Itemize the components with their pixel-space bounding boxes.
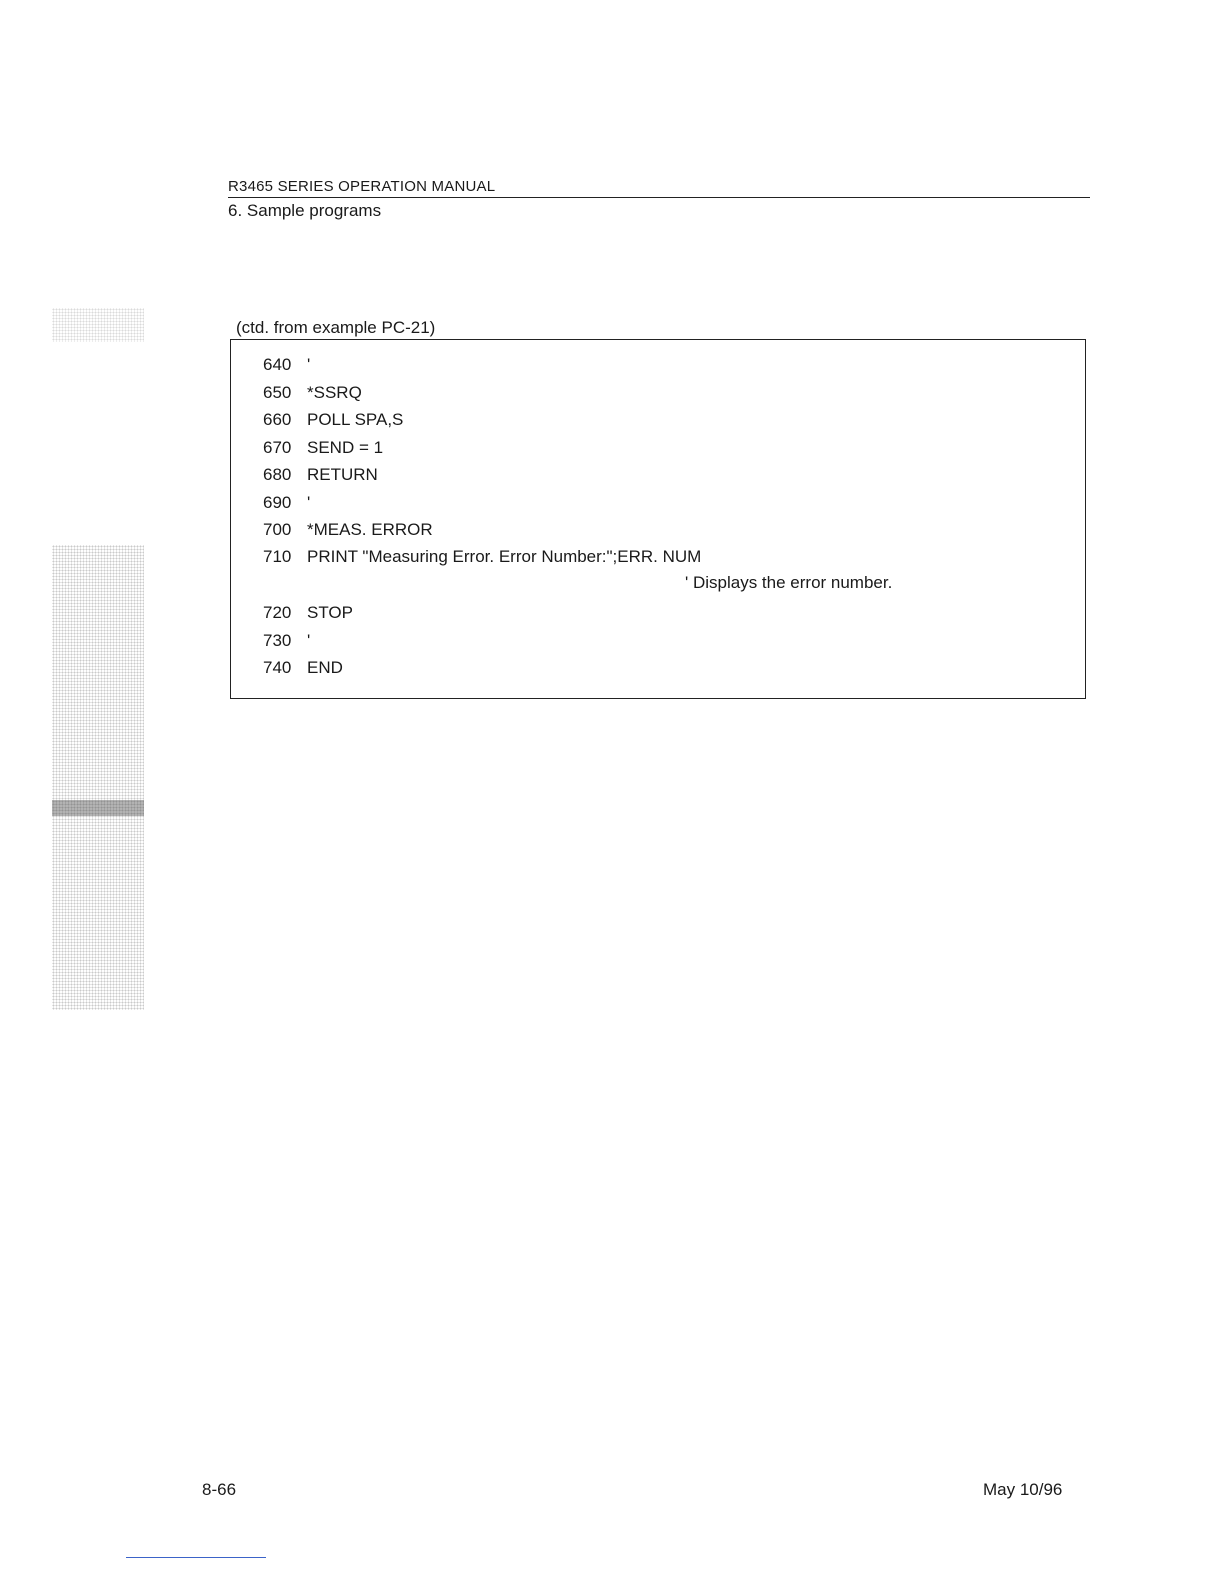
code-line <box>263 464 378 486</box>
code-line <box>263 437 383 459</box>
code-line <box>263 602 353 624</box>
page-number: 8-66 <box>202 1480 237 1499</box>
scan-artifact <box>52 545 144 1010</box>
code-line <box>263 546 701 568</box>
line-number: 660 <box>263 410 292 429</box>
line-text: POLL SPA,S <box>307 410 404 429</box>
code-line <box>263 354 310 376</box>
line-number: 690 <box>263 493 292 512</box>
line-text: PRINT "Measuring Error. Error Number:";ERR. NUM <box>307 547 702 566</box>
line-number: 710 <box>263 547 292 566</box>
line-number: 740 <box>263 658 292 677</box>
listing-caption: (ctd. from example PC-21) <box>236 318 436 337</box>
line-number: 700 <box>263 520 292 539</box>
line-text: *MEAS. ERROR <box>307 520 433 539</box>
scan-artifact <box>52 800 144 816</box>
revision-date: May 10/96 <box>983 1480 1063 1499</box>
line-number: 640 <box>263 355 292 374</box>
code-line <box>263 409 403 431</box>
code-listing <box>230 339 1086 699</box>
line-text: STOP <box>307 603 353 622</box>
section-title: 6. Sample programs <box>228 201 382 220</box>
code-line <box>263 519 433 541</box>
line-text: ' <box>307 355 311 374</box>
code-line <box>263 630 310 652</box>
line-text: SEND = 1 <box>307 438 384 457</box>
code-line <box>263 492 310 514</box>
line-text: *SSRQ <box>307 383 362 402</box>
manual-title: R3465 SERIES OPERATION MANUAL <box>228 178 1090 198</box>
scan-artifact <box>52 308 144 342</box>
code-line <box>263 657 343 679</box>
line-number: 670 <box>263 438 292 457</box>
line-number: 730 <box>263 631 292 650</box>
line-text: RETURN <box>307 465 378 484</box>
line-number: 650 <box>263 383 292 402</box>
page-header <box>228 178 1090 222</box>
code-line <box>263 382 362 404</box>
line-number: 720 <box>263 603 292 622</box>
line-text: ' <box>307 631 311 650</box>
line-text: END <box>307 658 343 677</box>
bottom-rule <box>126 1557 266 1558</box>
line-number: 680 <box>263 465 292 484</box>
line-text: ' <box>307 493 311 512</box>
code-comment: ' Displays the error number. <box>685 573 893 592</box>
